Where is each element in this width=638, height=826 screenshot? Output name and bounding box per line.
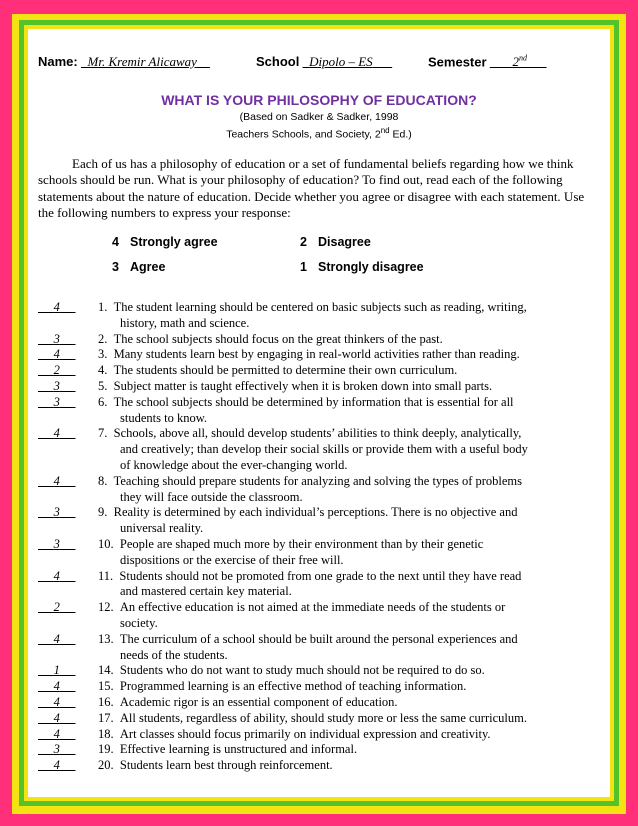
statement-list <box>38 300 603 774</box>
answer-blank <box>38 569 98 601</box>
answer-blank <box>38 300 98 332</box>
statement-item <box>38 332 603 348</box>
statement-text: 9. Reality is determined by each individual’s perceptions. There is no objective and <box>98 505 518 520</box>
intro-text: Each of us has a philosophy of education or a set of fundamental beliefs regarding how we think schools should be run. What is your philosophy of education? To find out, read each of the following statements about the nature of education. Decide whether you agree or disagree with each statement. Use the following numbers to express your response: <box>38 156 585 220</box>
school-field <box>256 54 392 70</box>
answer-value: 2 <box>53 363 60 378</box>
answer-blank <box>38 600 98 632</box>
intro-paragraph <box>38 156 598 221</box>
statement-number: 19. <box>98 742 120 757</box>
statement-item <box>38 600 603 632</box>
statement-item <box>38 537 603 569</box>
statement-number: 18. <box>98 726 120 741</box>
statement-number: 20. <box>98 758 120 773</box>
statement-number: 1. <box>98 300 114 314</box>
statement-text: 8. Teaching should prepare students for analyzing and solving the types of problems <box>98 473 523 488</box>
statement-continuation: needs of the students. <box>120 647 228 662</box>
scale-item: 4 Strongly agree <box>112 235 218 249</box>
statement-number: 15. <box>98 679 120 694</box>
answer-value: 3 <box>53 331 60 346</box>
answer-value: 4 <box>53 726 60 741</box>
statement-item <box>38 379 603 395</box>
answer-blank <box>38 632 98 664</box>
statement-text: 3. Many students learn best by engaging in real-world activities rather than reading. <box>98 347 520 362</box>
answer-value: 4 <box>53 347 60 362</box>
semester-label: Semester <box>428 54 487 70</box>
statement-item <box>38 695 603 711</box>
answer-value: 3 <box>53 505 60 520</box>
statement-number: 2. <box>98 331 114 346</box>
scale-item: 3 Agree <box>112 260 166 274</box>
answer-blank <box>38 742 98 758</box>
statement-text: 7. Schools, above all, should develop students’ abilities to think deeply, analytically, <box>98 426 522 441</box>
statement-item <box>38 300 603 332</box>
statement-number: 11. <box>98 568 120 583</box>
answer-value: 4 <box>53 426 60 441</box>
name-label: Name: <box>38 54 78 69</box>
answer-value: 3 <box>53 742 60 757</box>
statement-continuation: history, math and science. <box>120 315 250 330</box>
statement-text: 19. Effective learning is unstructured and informal. <box>98 742 358 757</box>
statement-number: 16. <box>98 694 120 709</box>
statement-item <box>38 395 603 427</box>
statement-number: 8. <box>98 473 114 488</box>
answer-blank <box>38 679 98 695</box>
statement-text: 5. Subject matter is taught effectively when it is broken down into small parts. <box>98 378 493 393</box>
statement-text: 2. The school subjects should focus on the great thinkers of the past. <box>98 331 443 346</box>
answer-blank <box>38 474 98 506</box>
statement-number: 13. <box>98 631 120 646</box>
school-value: Dipolo – ES <box>309 54 373 69</box>
statement-continuation: dispositions or the exercise of their free will. <box>120 552 344 567</box>
source-line-2: Teachers Schools, and Society, 2nd Ed.) <box>226 126 412 141</box>
statement-item <box>38 363 603 379</box>
statement-item <box>38 742 603 758</box>
statement-number: 7. <box>98 426 114 441</box>
answer-value: 3 <box>53 536 60 551</box>
answer-value: 1 <box>53 663 60 678</box>
statement-item <box>38 426 603 473</box>
scale-item: 2 Disagree <box>300 235 371 249</box>
name-field <box>38 54 210 70</box>
statement-text: 20. Students learn best through reinforcement. <box>98 758 333 773</box>
statement-text: 1. The student learning should be centered on basic subjects such as reading, writing, <box>98 300 527 314</box>
statement-item <box>38 569 603 601</box>
statement-item <box>38 679 603 695</box>
scale-item: 1 Strongly disagree <box>300 260 424 274</box>
answer-value: 3 <box>53 378 60 393</box>
answer-blank <box>38 727 98 743</box>
answer-blank <box>38 379 98 395</box>
statement-item <box>38 727 603 743</box>
school-label: School <box>256 54 300 69</box>
statement-text: 18. Art classes should focus primarily on individual expression and creativity. <box>98 726 491 741</box>
statement-number: 12. <box>98 600 120 615</box>
answer-value: 4 <box>53 300 60 314</box>
semester-value: 2 <box>512 54 520 70</box>
statement-text: 12. An effective education is not aimed at the immediate needs of the students or <box>98 600 506 615</box>
answer-value: 4 <box>53 631 60 646</box>
statement-number: 3. <box>98 347 114 362</box>
answer-blank <box>38 663 98 679</box>
statement-continuation: and creatively; than develop their social skills or provide them with a useful body <box>120 442 528 457</box>
statement-continuation: they will face outside the classroom. <box>120 489 303 504</box>
name-value: Mr. Kremir Alicaway <box>87 54 197 69</box>
statement-number: 9. <box>98 505 114 520</box>
answer-blank <box>38 395 98 427</box>
statement-item <box>38 711 603 727</box>
answer-blank <box>38 363 98 379</box>
source-line-1: (Based on Sadker & Sadker, 1998 <box>239 111 399 123</box>
statement-number: 5. <box>98 378 114 393</box>
statement-continuation: students to know. <box>120 410 208 425</box>
statement-text: 4. The students should be permitted to determine their own curriculum. <box>98 363 458 378</box>
statement-text: 11. Students should not be promoted from one grade to the next until they have read <box>98 568 522 583</box>
statement-text: 6. The school subjects should be determined by information that is essential for all <box>98 394 514 409</box>
statement-continuation: and mastered certain key material. <box>120 584 292 599</box>
answer-blank <box>38 711 98 727</box>
statement-number: 14. <box>98 663 120 678</box>
statement-item <box>38 632 603 664</box>
answer-value: 4 <box>53 679 60 694</box>
statement-item <box>38 758 603 774</box>
statement-text: 10. People are shaped much more by their environment than by their genetic <box>98 536 484 551</box>
answer-blank <box>38 332 98 348</box>
answer-blank <box>38 695 98 711</box>
answer-blank <box>38 426 98 473</box>
answer-value: 3 <box>53 394 60 409</box>
answer-value: 4 <box>53 473 60 488</box>
statement-number: 10. <box>98 536 120 551</box>
page-title: WHAT IS YOUR PHILOSOPHY OF EDUCATION? <box>161 92 477 108</box>
statement-text: 16. Academic rigor is an essential component of education. <box>98 694 398 709</box>
statement-number: 17. <box>98 710 120 725</box>
answer-value: 4 <box>53 710 60 725</box>
statement-text: 15. Programmed learning is an effective method of teaching information. <box>98 679 467 694</box>
statement-text: 17. All students, regardless of ability, should study more or less the same curriculum. <box>98 710 527 725</box>
answer-blank <box>38 505 98 537</box>
statement-continuation: society. <box>120 615 158 630</box>
statement-item <box>38 474 603 506</box>
answer-blank <box>38 537 98 569</box>
answer-value: 2 <box>53 600 60 615</box>
statement-number: 6. <box>98 394 114 409</box>
answer-blank <box>38 347 98 363</box>
statement-item <box>38 505 603 537</box>
statement-text: 14. Students who do not want to study much should not be required to do so. <box>98 663 485 678</box>
answer-value: 4 <box>53 694 60 709</box>
answer-value: 4 <box>53 568 60 583</box>
statement-number: 4. <box>98 363 114 378</box>
semester-field: Semester 2nd <box>428 54 528 70</box>
answer-value: 4 <box>53 758 60 773</box>
statement-text: 13. The curriculum of a school should be built around the personal experiences and <box>98 631 518 646</box>
statement-continuation: universal reality. <box>120 521 204 536</box>
statement-continuation: of knowledge about the ever-changing world. <box>120 457 348 472</box>
answer-blank <box>38 758 98 774</box>
statement-item <box>38 347 603 363</box>
statement-item <box>38 663 603 679</box>
